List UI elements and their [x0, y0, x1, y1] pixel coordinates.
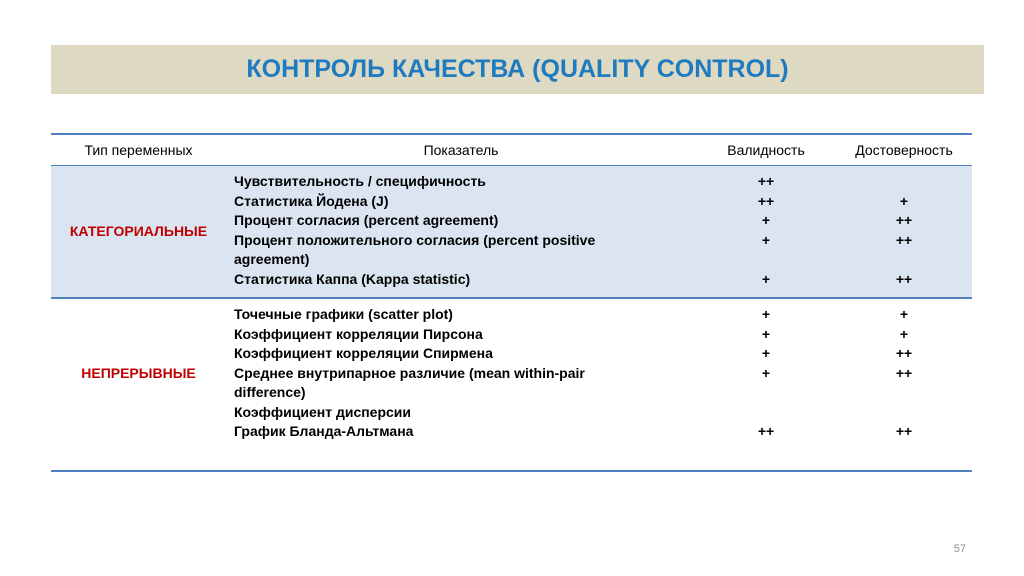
table-row	[226, 270, 972, 290]
validity-cell: +	[761, 345, 771, 361]
header-var-type: Тип переменных	[84, 142, 193, 158]
header-validity: Валидность	[727, 142, 805, 158]
reliability-cell: ++	[895, 212, 913, 228]
indicator-cell: Точечные графики (scatter plot)	[234, 306, 453, 322]
validity-cell: ++	[757, 173, 775, 189]
indicator-cell: Коэффициент корреляции Пирсона	[234, 325, 483, 342]
table-row	[226, 422, 972, 442]
group-continuous	[51, 299, 972, 472]
reliability-cell: ++	[895, 231, 913, 248]
validity-cell: ++	[757, 423, 775, 439]
header-reliability: Достоверность	[855, 142, 953, 158]
title-bar	[51, 45, 984, 94]
validity-cell: +	[761, 306, 771, 322]
indicator-cell: Статистика Каппа (Kappa statistic)	[234, 270, 471, 287]
indicator-cell: График Бланда-Альтмана	[234, 423, 414, 439]
group-label: КАТЕГОРИАЛЬНЫЕ	[69, 222, 208, 239]
validity-cell: ++	[757, 192, 775, 209]
reliability-cell: ++	[895, 270, 913, 287]
table-row	[226, 364, 972, 403]
reliability-cell: +	[899, 325, 909, 342]
validity-cell: +	[761, 270, 771, 287]
table-row	[226, 403, 972, 423]
group-body	[226, 305, 972, 442]
indicator-cell: Статистика Йодена (J)	[234, 192, 389, 209]
reliability-cell: ++	[895, 423, 913, 439]
indicator-cell: Процент согласия (percent agreement)	[234, 212, 499, 228]
reliability-cell: +	[899, 306, 909, 322]
reliability-cell	[836, 403, 972, 423]
validity-cell: +	[761, 231, 771, 248]
reliability-cell: ++	[895, 345, 913, 361]
table-row	[226, 344, 972, 364]
reliability-cell: +	[899, 192, 909, 209]
table-header	[51, 135, 972, 166]
validity-cell: +	[761, 364, 771, 381]
indicator-cell: Среднее внутрипарное различие (mean within-pair difference)	[234, 364, 585, 400]
group-label: НЕПРЕРЫВНЫЕ	[81, 365, 196, 382]
table-row	[226, 192, 972, 212]
validity-cell	[696, 403, 836, 423]
indicator-cell: Коэффициент корреляции Спирмена	[234, 345, 493, 361]
table-row	[226, 172, 972, 192]
reliability-cell	[836, 172, 972, 192]
group-categorical	[51, 166, 972, 299]
reliability-cell: ++	[895, 364, 913, 381]
indicator-cell: Коэффициент дисперсии	[234, 403, 412, 420]
quality-control-table	[51, 133, 972, 472]
header-indicator: Показатель	[423, 142, 499, 158]
table-row	[226, 211, 972, 231]
table-row	[226, 305, 972, 325]
group-body	[226, 172, 972, 289]
table-row	[226, 231, 972, 270]
table-row	[226, 325, 972, 345]
indicator-cell: Чувствительность / специфичность	[234, 173, 486, 189]
indicator-cell: Процент положительного согласия (percent positive agreement)	[234, 231, 596, 267]
slide-title: КОНТРОЛЬ КАЧЕСТВА (QUALITY CONTROL)	[246, 55, 789, 83]
slide-number: 57	[953, 543, 966, 555]
validity-cell: +	[761, 212, 771, 228]
validity-cell: +	[761, 325, 771, 342]
